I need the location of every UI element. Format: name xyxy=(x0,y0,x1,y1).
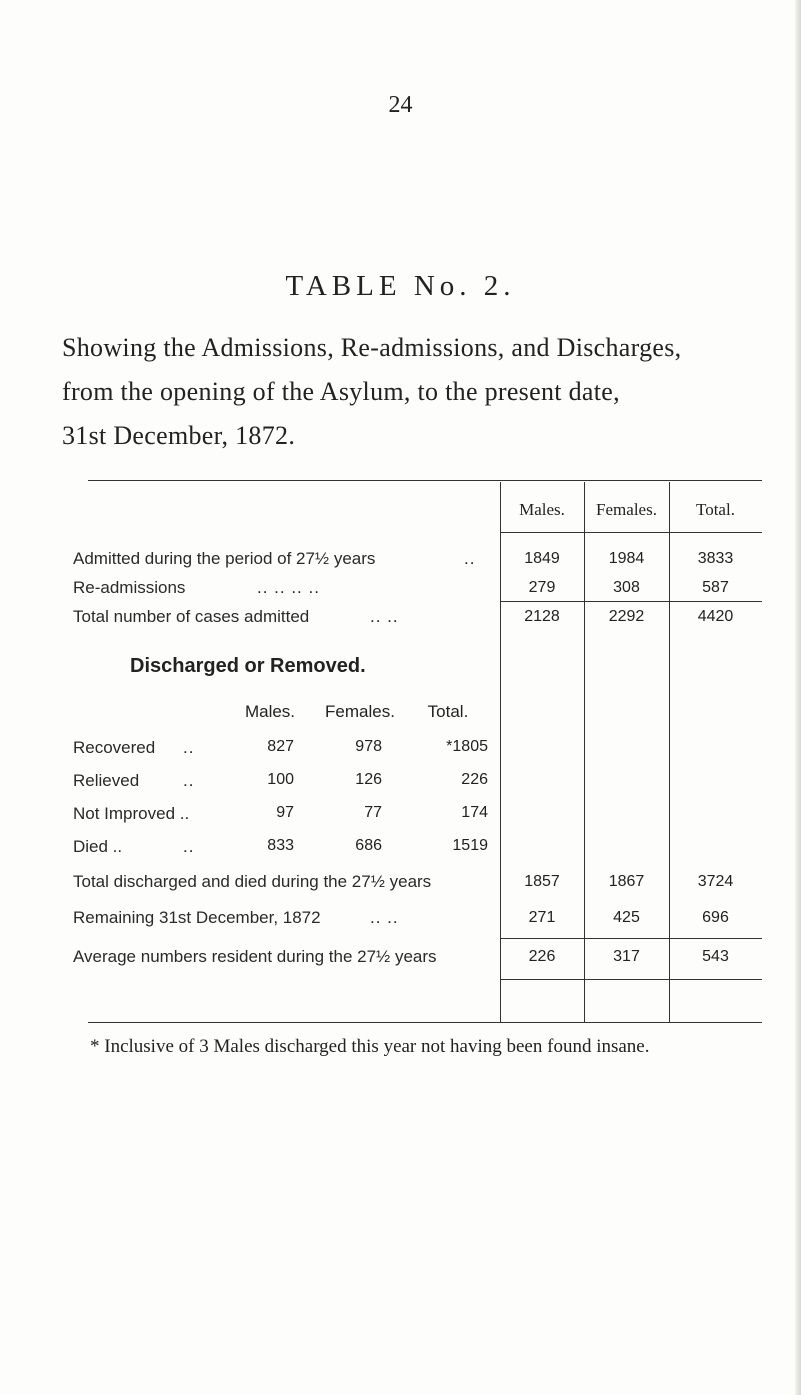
total-discharged-total: 3724 xyxy=(697,873,734,890)
died-total: 1519 xyxy=(452,837,488,854)
row-leader-admitted: .. xyxy=(464,549,476,568)
subtitle-line-1: Showing the Admissions, Re-admissions, and Discharges, xyxy=(62,333,682,362)
row-label-readmissions: Re-admissions xyxy=(73,578,186,597)
remaining-females: 425 xyxy=(613,909,640,926)
recovered-males: 827 xyxy=(267,738,294,755)
readmissions-total: 587 xyxy=(702,579,729,596)
admitted-females: 1984 xyxy=(608,550,645,567)
row-label-remaining: Remaining 31st December, 1872 xyxy=(73,908,321,927)
row-leader-readmissions: .. .. .. .. xyxy=(257,578,320,597)
not-improved-males: 97 xyxy=(276,804,294,821)
relieved-females: 126 xyxy=(355,771,382,788)
recovered-females: 978 xyxy=(355,738,382,755)
row-leader-remaining: .. .. xyxy=(370,908,399,927)
total-admitted-females: 2292 xyxy=(608,608,645,625)
subtotal-rule-2 xyxy=(500,938,762,939)
row-label-admitted: Admitted during the period of 27½ years xyxy=(73,549,376,568)
not-improved-total: 174 xyxy=(461,804,488,821)
table-bottom-rule xyxy=(88,1022,762,1023)
discharged-row-died: Died .. xyxy=(73,837,123,856)
page-number: 24 xyxy=(388,92,413,118)
subtotal-rule-1 xyxy=(500,601,762,602)
discharged-header-males: Males. xyxy=(244,702,296,721)
subtitle-line-3: 31st December, 1872. xyxy=(62,421,296,450)
total-admitted-males: 2128 xyxy=(524,608,560,625)
remaining-total: 696 xyxy=(702,909,729,926)
footnote: * Inclusive of 3 Males discharged this year not having been found insane. xyxy=(90,1036,650,1057)
header-rule xyxy=(500,532,762,533)
discharged-row-died-leader: .. xyxy=(183,837,195,856)
row-label-average-resident: Average numbers resident during the 27½ years xyxy=(73,947,437,966)
died-females: 686 xyxy=(355,837,382,854)
row-label-total-discharged: Total discharged and died during the 27½ years xyxy=(73,872,432,891)
column-header-females: Females. xyxy=(596,500,657,519)
readmissions-females: 308 xyxy=(613,579,640,596)
relieved-total: 226 xyxy=(461,771,488,788)
discharged-row-relieved: Relieved xyxy=(73,771,140,790)
subtitle-line-2: from the opening of the Asylum, to the present date, xyxy=(62,377,620,406)
table-top-rule xyxy=(88,480,762,481)
average-resident-males: 226 xyxy=(528,948,556,965)
page-edge xyxy=(795,0,801,1395)
column-header-males: Males. xyxy=(519,500,565,519)
table-title: TABLE No. 2. xyxy=(285,270,516,302)
remaining-males: 271 xyxy=(528,909,556,926)
row-leader-total-admitted: .. .. xyxy=(370,607,399,626)
average-resident-total: 543 xyxy=(702,948,729,965)
discharged-row-recovered-leader: .. xyxy=(183,738,195,757)
total-discharged-males: 1857 xyxy=(524,873,560,890)
readmissions-males: 279 xyxy=(528,579,556,596)
discharged-row-relieved-leader: .. xyxy=(183,771,195,790)
average-resident-females: 317 xyxy=(613,948,640,965)
admitted-males: 1849 xyxy=(524,550,560,567)
not-improved-females: 77 xyxy=(364,804,382,821)
recovered-total: *1805 xyxy=(446,738,488,755)
row-label-total-admitted: Total number of cases admitted xyxy=(73,607,310,626)
total-discharged-females: 1867 xyxy=(608,873,645,890)
discharged-header-total: Total. xyxy=(427,702,469,721)
total-admitted-total: 4420 xyxy=(697,608,734,625)
discharged-row-not-improved: Not Improved .. xyxy=(73,804,190,823)
relieved-males: 100 xyxy=(267,771,294,788)
discharged-row-recovered: Recovered xyxy=(73,738,156,757)
died-males: 833 xyxy=(267,837,294,854)
admitted-total: 3833 xyxy=(697,550,734,567)
discharged-section-title: Discharged or Removed. xyxy=(130,655,366,677)
discharged-header-females: Females. xyxy=(325,702,395,721)
subtotal-rule-3 xyxy=(500,979,762,980)
column-header-total: Total. xyxy=(696,500,735,519)
